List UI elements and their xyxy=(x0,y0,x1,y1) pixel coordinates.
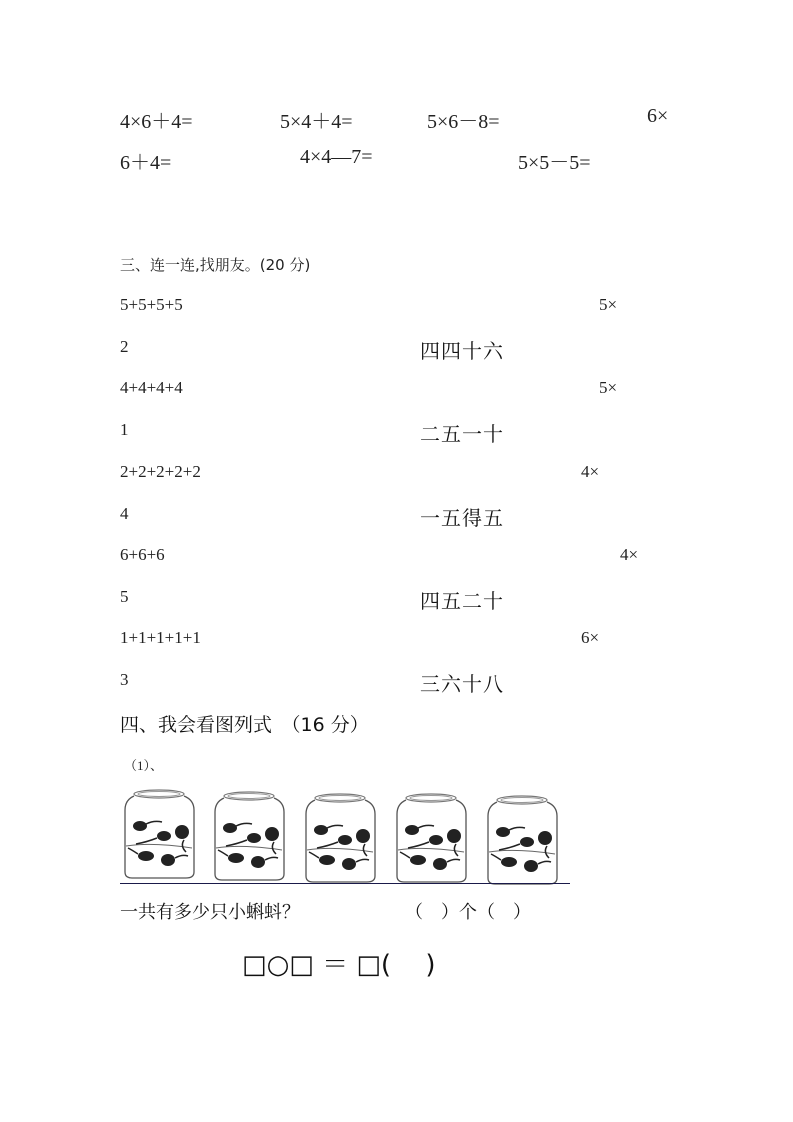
multiplication-rhyme: 二五一十 xyxy=(420,422,504,446)
match-left-item: 3 xyxy=(120,670,129,689)
multiplication-rhyme: 三六十八 xyxy=(420,672,504,696)
multiplication-rhyme: 四五二十 xyxy=(420,589,504,613)
match-right-item: 4× xyxy=(581,462,600,481)
answer-blank[interactable]: （ ）个（ ） xyxy=(405,902,531,923)
equation: 5×5－5= xyxy=(518,152,591,174)
section-title: 三、连一连,找朋友。(20 分) xyxy=(120,256,311,274)
match-right-item: 5× xyxy=(599,295,618,314)
jar-tadpoles-icon xyxy=(122,788,197,880)
multiplication-rhyme: 一五得五 xyxy=(420,506,504,530)
match-right-item: 5× xyxy=(599,378,618,397)
equation: 4×4—7= xyxy=(300,146,373,168)
sub-question-label: （1）、 xyxy=(124,758,164,773)
equation: 6× xyxy=(647,105,669,127)
jar-tadpoles-icon xyxy=(394,792,469,884)
match-left-item: 6+6+6 xyxy=(120,545,165,564)
multiplication-rhyme: 四四十六 xyxy=(420,339,504,363)
match-left-item: 2 xyxy=(120,337,129,356)
section-title: 四、我会看图列式 （16 分） xyxy=(120,714,369,736)
divider xyxy=(120,883,570,884)
equation: 6＋4= xyxy=(120,152,172,174)
match-left-item: 1 xyxy=(120,420,129,439)
match-left-item: 4 xyxy=(120,504,129,523)
match-right-item: 6× xyxy=(581,628,600,647)
match-left-item: 1+1+1+1+1 xyxy=(120,628,201,647)
match-right-item: 4× xyxy=(620,545,639,564)
equation: 5×4＋4= xyxy=(280,111,353,133)
match-left-item: 5 xyxy=(120,587,129,606)
question-text: 一共有多少只小蝌蚪？ xyxy=(120,902,300,923)
match-left-item: 2+2+2+2+2 xyxy=(120,462,201,481)
equation: 5×6－8= xyxy=(427,111,500,133)
match-left-item: 4+4+4+4 xyxy=(120,378,183,397)
jar-tadpoles-icon xyxy=(485,794,560,886)
jar-tadpoles-icon xyxy=(303,792,378,884)
formula-template[interactable]: □○□ ＝ □( ) xyxy=(242,950,436,980)
match-left-item: 5+5+5+5 xyxy=(120,295,183,314)
jar-tadpoles-icon xyxy=(212,790,287,882)
equation: 4×6＋4= xyxy=(120,111,193,133)
